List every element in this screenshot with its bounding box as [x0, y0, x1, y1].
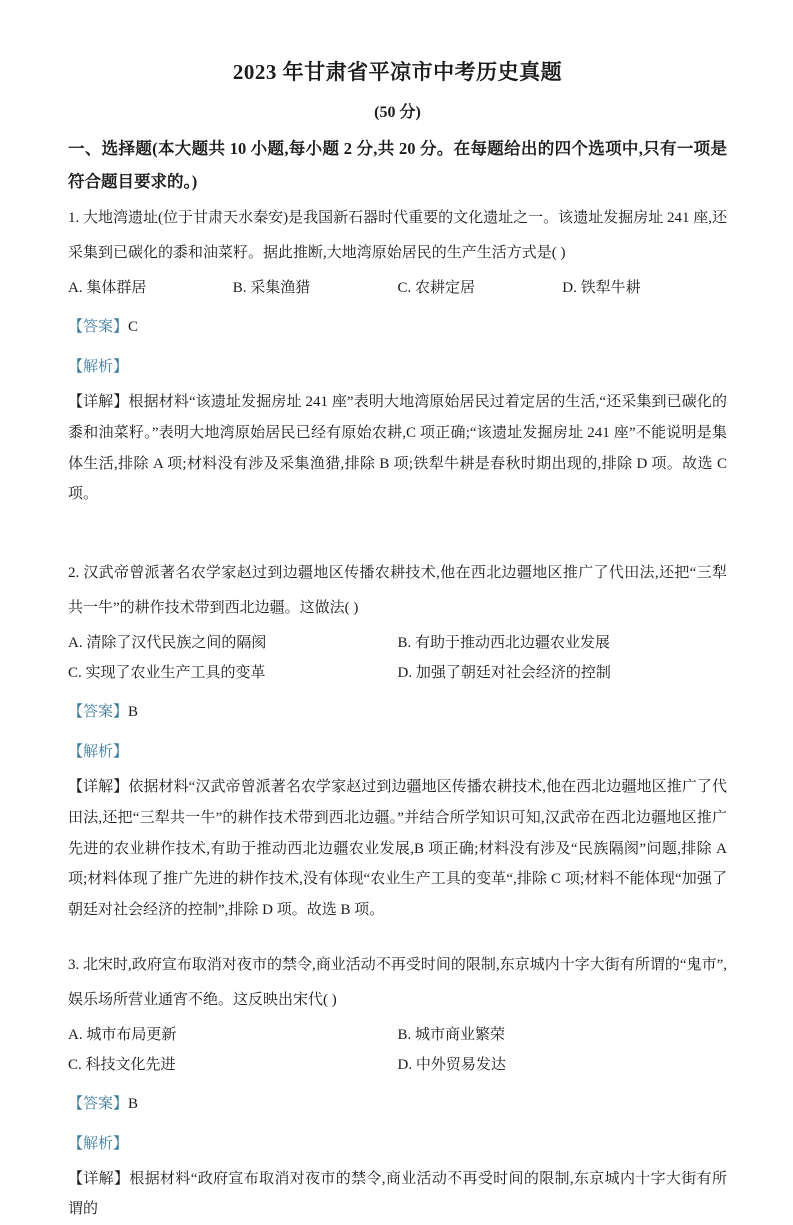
section-heading: 一、选择题(本大题共 10 小题,每小题 2 分,共 20 分。在每题给出的四个选项中,只有一项是符合题目要求的。): [68, 139, 727, 192]
option-d: D. 加强了朝廷对社会经济的控制: [397, 665, 611, 682]
option-a: A. 清除了汉代民族之间的隔阂: [68, 635, 267, 652]
detail-label: 【详解】: [68, 779, 129, 796]
question-block-2: [68, 556, 727, 926]
detail-text: 根据材料“政府宣布取消对夜市的禁令,商业活动不再受时间的限制,东京城内十字大街有所谓的: [68, 1170, 727, 1218]
question-block-3: [68, 948, 727, 1225]
option-a: A. 城市布局更新: [68, 1026, 177, 1043]
answer-value: B: [128, 1095, 139, 1112]
answer-label: 【答案】: [68, 319, 129, 336]
option-b: B. 采集渔猎: [232, 280, 311, 297]
document-title: 2023 年甘肃省平凉市中考历史真题: [232, 60, 563, 84]
detail-label: 【详解】: [68, 394, 129, 411]
option-c: C. 农耕定居: [397, 280, 476, 297]
question-stem: 2. 汉武帝曾派著名农学家赵过到边疆地区传播农耕技术,他在西北边疆地区推广了代田法,还把“三犁共一牛”的耕作技术带到西北边疆。这做法( ): [68, 565, 727, 617]
detail-text: 依据材料“汉武帝曾派著名农学家赵过到边疆地区传播农耕技术,他在西北边疆地区推广了代田法,还把“三犁共一牛”的耕作技术带到西北边疆。”并结合所学知识可知,汉武帝在西北边疆地区推广先进的农业耕作技术,有助于推动西北边疆农业发展,B 项正确;材料没有涉及“民族隔阂”问题,排除 A 项;材料体现了推广先进的耕作技术,没有体现“农业生产工具的变革“,排除 C 项;材料不能体现“加强了朝廷对社会经济的控制”,排除 D 项。故选 B 项。: [68, 779, 727, 919]
analysis-label: 【解析】: [68, 359, 129, 376]
options-grid: [68, 628, 727, 688]
answer-label: 【答案】: [68, 704, 129, 721]
analysis-line: [68, 357, 727, 378]
options-row: [68, 273, 727, 303]
option-c: C. 实现了农业生产工具的变革: [68, 665, 266, 682]
detail-text: 根据材料“该遗址发掘房址 241 座”表明大地湾原始居民过着定居的生活,“还采集到已碳化的黍和油菜籽。”表明大地湾原始居民已经有原始农耕,C 项正确;“该遗址发掘房址 241 座”不能说明是集体生活,排除 A 项;材料没有涉及采集渔猎,排除 B 项;铁犁牛耕是春秋时期出现的,排除 D 项。故选 C 项。: [68, 394, 727, 503]
options-grid: [68, 1020, 727, 1080]
option-d: D. 铁犁牛耕: [562, 280, 641, 297]
answer-value: B: [128, 704, 139, 721]
question-stem: 3. 北宋时,政府宣布取消对夜市的禁令,商业活动不再受时间的限制,东京城内十字大街有所谓的“鬼市”,娱乐场所营业通宵不绝。这反映出宋代( ): [68, 956, 727, 1008]
detail-label: 【详解】: [68, 1170, 130, 1187]
answer-line: [68, 702, 727, 723]
answer-line: [68, 317, 727, 338]
option-c: C. 科技文化先进: [68, 1056, 176, 1073]
answer-line: [68, 1094, 727, 1115]
analysis-label: 【解析】: [68, 1135, 129, 1152]
option-d: D. 中外贸易发达: [397, 1056, 506, 1073]
answer-value: C: [128, 319, 139, 336]
score-line: (50 分): [374, 104, 421, 122]
analysis-label: 【解析】: [68, 744, 129, 761]
analysis-line: [68, 1134, 727, 1155]
option-b: B. 有助于推动西北边疆农业发展: [397, 635, 611, 652]
question-stem: 1. 大地湾遗址(位于甘肃天水秦安)是我国新石器时代重要的文化遗址之一。该遗址发掘房址 241 座,还采集到已碳化的黍和油菜籽。据此推断,大地湾原始居民的生产生活方式是( ): [68, 210, 727, 262]
analysis-line: [68, 742, 727, 763]
detail-paragraph: [68, 387, 727, 510]
answer-label: 【答案】: [68, 1095, 129, 1112]
detail-paragraph: [68, 772, 727, 926]
detail-paragraph: [68, 1164, 727, 1225]
option-b: B. 城市商业繁荣: [397, 1026, 506, 1043]
option-a: A. 集体群居: [68, 280, 147, 297]
question-block-1: [68, 201, 727, 510]
